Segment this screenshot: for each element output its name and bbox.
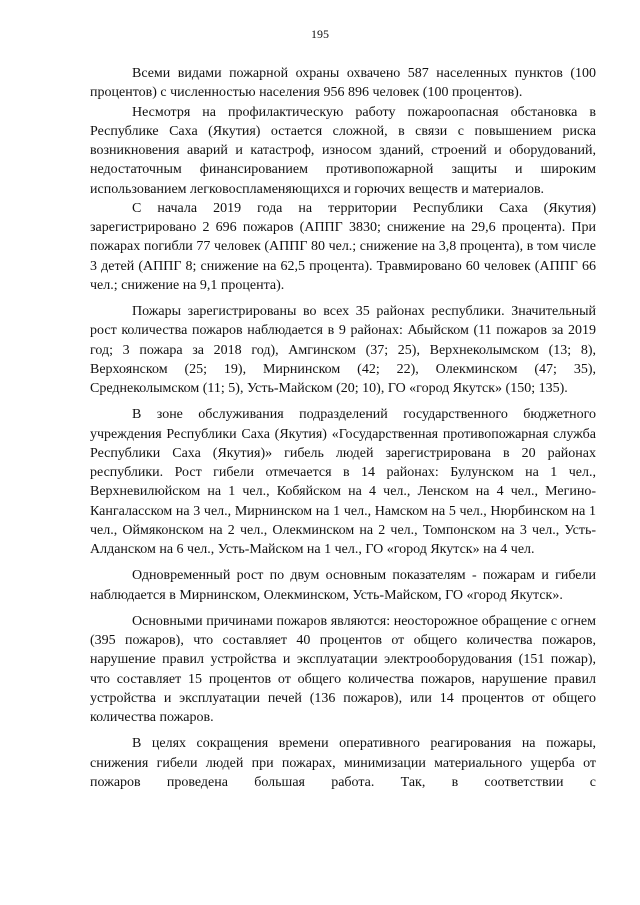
paragraph-districts-growth: Пожары зарегистрированы во всех 35 районах республики. Значительный рост количества пожаров наблюдается в 9 районах: Абыйском (11 пожаров за 2019 год; 3 пожара за 2018 год), Амгинском (37; 25), Верхнеколымском (13; 8), Верхоянском (25; 19), Мирнинском (42; 22), Олекминском (47; 35), Среднеколымском (11; 5), Усть-Майском (20; 10), ГО «город Якутск» (150; 135).: [90, 304, 596, 396]
paragraph-measures: В целях сокращения времени оперативного реагирования на пожары, снижения гибели людей при пожарах, минимизации материального ущерба от пожаров проведена большая работа. Так, в соответствии с: [90, 736, 596, 790]
paragraph-fire-situation: Несмотря на профилактическую работу пожароопасная обстановка в Республике Саха (Якутия) остается сложной, в связи с повышением риска возникновения аварий и катастроф, износом зданий, строений и оборудований, недостаточным финансированием противопожарной защиты и широким использованием легковоспламеняющихся и горючих веществ и материалов.: [90, 104, 596, 197]
paragraph-fire-causes: Основными причинами пожаров являются: неосторожное обращение с огнем (395 пожаров), что составляет 40 процентов от общего количества пожаров, нарушение правил устройства и эксплуатации электрооборудования (151 пожар), что составляет 15 процентов от общего количества пожаров, нарушение правил устройства и эксплуатации печей (136 пожаров), или 14 процентов от общего количества пожаров.: [90, 613, 596, 725]
paragraph-fire-statistics: С начала 2019 года на территории Республики Саха (Якутия) зарегистрировано 2 696 пожаров (АППГ 3830; снижение на 29,6 процента). При пожарах погибли 77 человек (АППГ 80 чел.; снижение на 3,8 процента), в том числе 3 детей (АППГ 8; снижение на 62,5 процента). Травмировано 60 человек (АППГ 66 чел.; снижение на 9,1 процента).: [90, 200, 596, 293]
page-number: 195: [311, 27, 329, 41]
paragraph-coverage: Всеми видами пожарной охраны охвачено 587 населенных пунктов (100 процентов) с численностью населения 956 896 человек (100 процентов).: [90, 66, 596, 101]
paragraph-dual-growth: Одновременный рост по двум основным показателям - пожарам и гибели наблюдается в Мирнинском, Олекминском, Усть-Майском, ГО «город Якутск».: [90, 568, 596, 603]
document-body: [90, 64, 596, 792]
paragraph-deaths-by-district: В зоне обслуживания подразделений государственного бюджетного учреждения Республики Саха (Якутия) «Государственная противопожарная служба Республики Саха (Якутия)» гибель людей зарегистрирована в 20 районах республики. Рост гибели отмечается в 14 районах: Булунском на 1 чел., Верхневилюйском на 1 чел., Кобяйском на 4 чел., Ленском на 4 чел., Мегино-Кангаласском на 3 чел., Мирнинском на 1 чел., Намском на 5 чел., Нюрбинском на 1 чел., Оймяконском на 2 чел., Олекминском на 2 чел., Томпонском на 3 чел., Усть-Алданском на 6 чел., Усть-Майском на 1 чел., ГО «город Якутск» на 4 чел.: [90, 407, 596, 557]
